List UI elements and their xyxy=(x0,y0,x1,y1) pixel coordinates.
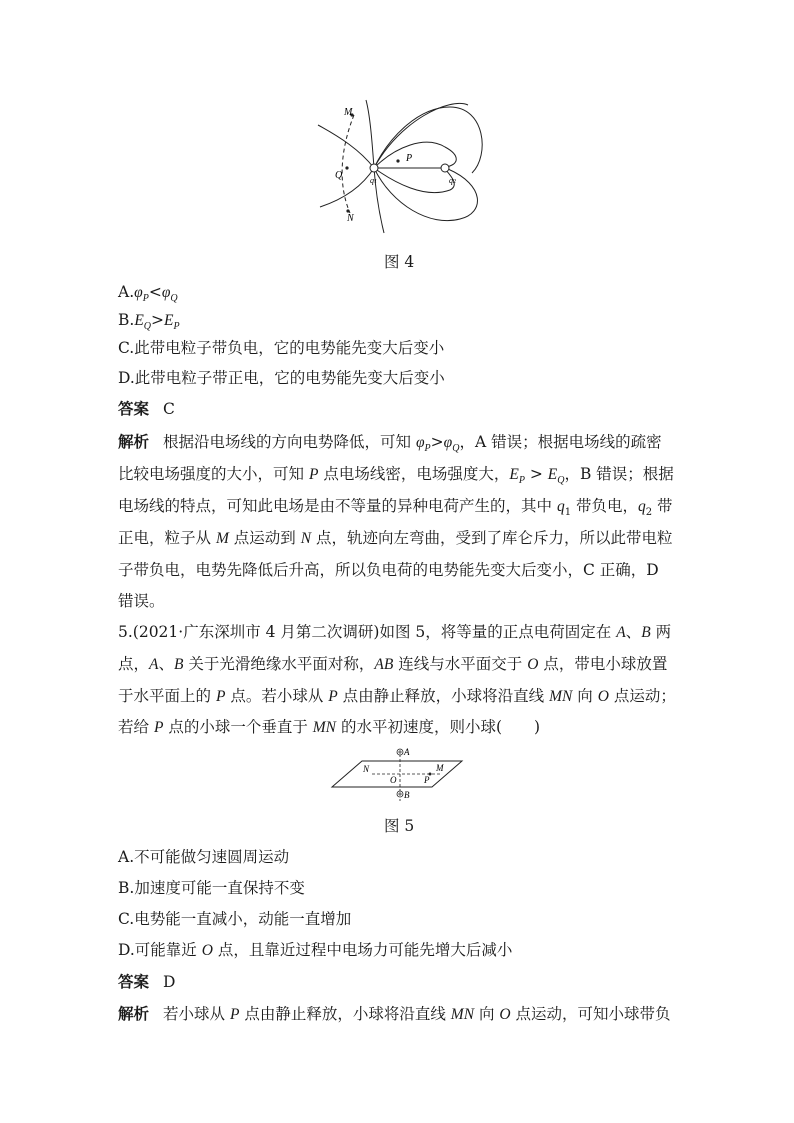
q5-stem-line-2: 点，A、B 关于光滑绝缘水平面对称，AB 连线与水平面交于 O 点，带电小球放置 xyxy=(118,655,668,673)
answer-label: 答案 xyxy=(118,972,150,991)
q4-solution-line-6: 错误。 xyxy=(118,592,165,610)
fig4-label-q1-sub: 1 xyxy=(374,179,377,185)
answer-value: C xyxy=(163,400,175,418)
figure-4-caption: 图 4 xyxy=(384,253,415,271)
q5-option-b: B.加速度可能一直保持不变 xyxy=(118,879,305,897)
q5-option-c: C.电势能一直减小，动能一直增加 xyxy=(118,910,352,928)
fig5-label-A: A xyxy=(404,747,410,757)
q4-solution-line-5: 子带负电，电势先降低后升高，所以负电荷的电势能先变大后变小，C 正确，D xyxy=(118,561,659,579)
q5-option-d: D.可能靠近 O 点，且靠近过程中电场力可能先增大后减小 xyxy=(118,941,513,959)
q5-stem-line-1: 5.(2021·广东深圳市 4 月第二次调研)如图 5，将等量的正点电荷固定在 A、B 两 xyxy=(118,623,672,641)
q4-solution-line-3: 电场线的特点，可知此电场是由不等量的异种电荷产生的，其中 $q_1$ 带负电，$q_2$ 带 xyxy=(118,497,673,519)
fig5-label-B: B xyxy=(404,790,410,800)
q4-answer xyxy=(118,399,175,419)
q4-option-d: D.此带电粒子带正电，它的电势能先变大后变小 xyxy=(118,369,445,387)
figure-5-caption: 图 5 xyxy=(384,817,415,835)
fig5-label-O: O xyxy=(390,775,397,785)
answer-label: 答案 xyxy=(118,399,150,418)
fig4-label-M: M xyxy=(344,107,353,118)
fig4-label-N: N xyxy=(347,213,354,224)
fig4-label-Q: Q xyxy=(335,170,343,181)
q5-stem-line-4: 若给 P 点的小球一个垂直于 MN 的水平初速度，则小球( ) xyxy=(118,718,541,736)
answer-value: D xyxy=(163,973,176,991)
figure-5-plane xyxy=(330,745,470,803)
fig5-label-N: N xyxy=(363,764,370,774)
q5-solution-line-1: 解析 若小球从 P 点由静止释放，小球将沿直线 MN 向 O 点运动，可知小球带负 xyxy=(118,1004,671,1023)
q5-answer xyxy=(118,972,175,992)
fig4-label-P: P xyxy=(406,153,413,164)
q5-option-a: A.不可能做匀速圆周运动 xyxy=(118,848,290,866)
svg-text:q1 xyxy=(370,176,377,185)
fig5-label-M: M xyxy=(436,763,444,773)
q4-option-a: $A.\varphi_P<\varphi_Q$ xyxy=(118,283,178,305)
q4-option-b: $B.E_Q>E_P$ xyxy=(118,311,180,333)
svg-text:q2 xyxy=(449,176,456,185)
fig4-label-q2: q xyxy=(449,176,453,185)
q5-stem-line-3: 于水平面上的 P 点。若小球从 P 点由静止释放，小球将沿直线 MN 向 O 点运动； xyxy=(118,687,676,705)
q4-option-c: C.此带电粒子带负电，它的电势能先变大后变小 xyxy=(118,339,445,357)
q4-solution-line-1: 解析 根据沿电场线的方向电势降低，可知 $\varphi_P>\varphi_Q$，A 错误；根据电场线的疏密 xyxy=(118,432,662,455)
fig4-label-q2-sub: 2 xyxy=(453,179,456,185)
fig5-label-P: P xyxy=(424,775,430,785)
q4-solution-line-4: 正电，粒子从 M 点运动到 N 点，轨迹向左弯曲，受到了库仑斥力，所以此带电粒 xyxy=(118,529,673,547)
q4-solution-line-2: 比较电场强度的大小，可知 P 点电场线密，电场强度大，$E_P > E_Q$，B 错误；根据 xyxy=(118,465,674,487)
fig4-label-q1: q xyxy=(370,176,374,185)
figure-4-field-lines xyxy=(300,95,500,235)
